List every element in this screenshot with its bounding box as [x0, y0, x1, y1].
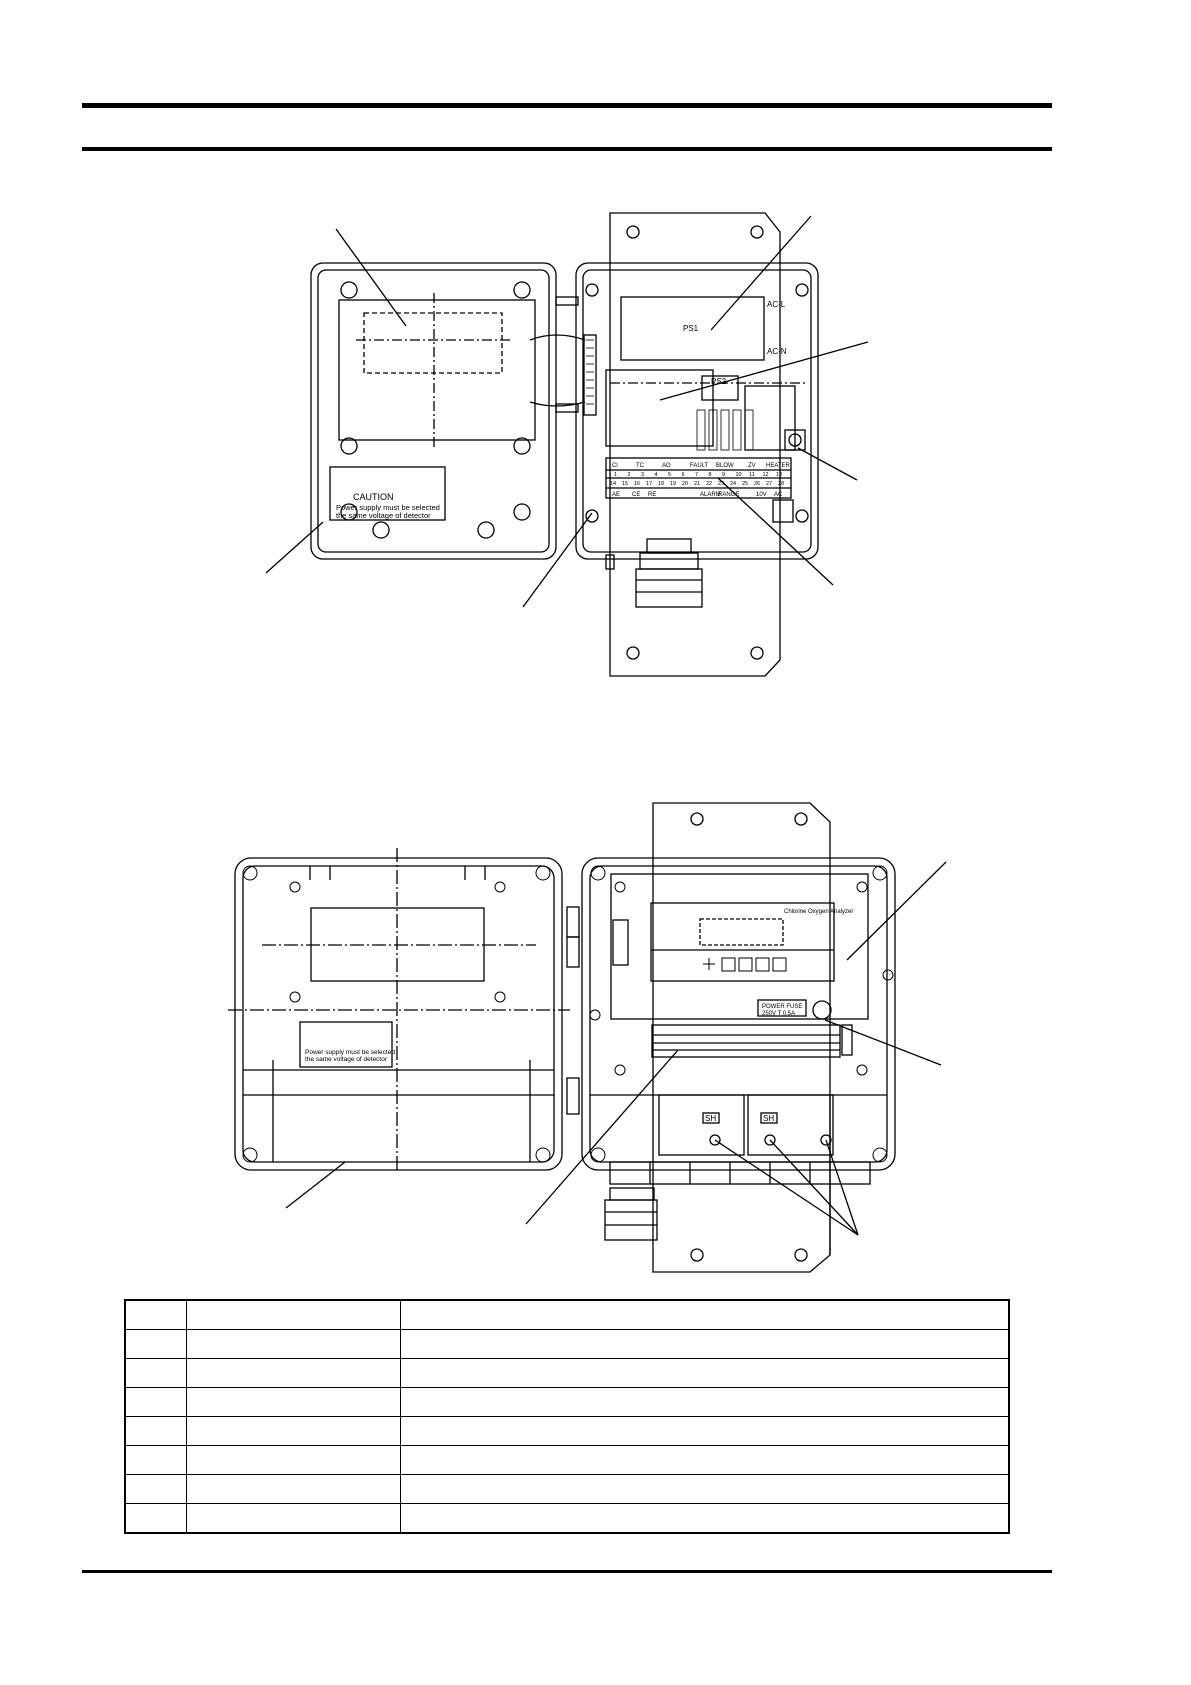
terminal-number: 20 [682, 481, 689, 487]
caution-text-1-b: Power supply must be selected [305, 1049, 395, 1056]
terminal-number: 21 [694, 481, 701, 487]
table-row [125, 1300, 1009, 1330]
terminal-label: 10V [756, 492, 767, 498]
terminal-number: 12 [762, 472, 769, 478]
ac-n-label: AC-N [767, 347, 787, 356]
terminal-number: 11 [749, 472, 755, 478]
sh-label-1: SH [705, 1114, 717, 1123]
terminal-label: CE [632, 492, 641, 498]
terminal-number: 22 [706, 481, 713, 487]
table-row [125, 1330, 1009, 1359]
terminal-number: 23 [718, 481, 725, 487]
table-row [125, 1446, 1009, 1475]
terminal-number: 8 [708, 472, 712, 478]
analyzer-title: Chlorine Oxygen Analyzer [784, 909, 854, 915]
terminal-label: RANGE [718, 492, 740, 498]
sh-label-2: SH [763, 1114, 775, 1123]
terminal-number: 27 [766, 481, 773, 487]
terminal-number: 16 [634, 481, 641, 487]
terminal-number: 18 [658, 481, 665, 487]
figure-enclosure-top [0, 0, 1191, 690]
terminal-number: 3 [641, 472, 645, 478]
terminal-label: AO [662, 463, 671, 469]
ps1-label: PS1 [683, 324, 699, 333]
terminal-number: 19 [670, 481, 677, 487]
figure-enclosure-bottom [0, 690, 1191, 1290]
terminal-number: 24 [730, 481, 737, 487]
caution-text-2: the same voltage of detector [336, 511, 431, 520]
terminal-number: 28 [778, 481, 785, 487]
terminal-label: HEATER [766, 463, 790, 469]
terminal-number: 7 [695, 472, 699, 478]
table-row [125, 1388, 1009, 1417]
fuse-rating-label: 250V T 0.5A [762, 1011, 796, 1017]
power-fuse-label: POWER FUSE [762, 1004, 803, 1010]
terminal-number: 9 [722, 472, 726, 478]
parts-table [124, 1299, 1010, 1534]
table-row [125, 1475, 1009, 1504]
terminal-number: 14 [610, 481, 617, 487]
terminal-number: 4 [654, 472, 658, 478]
table-row [125, 1417, 1009, 1446]
terminal-label: TC [636, 463, 644, 469]
footer-rule [82, 1570, 1052, 1573]
caution-title: CAUTION [353, 492, 394, 502]
table-row [125, 1359, 1009, 1388]
caution-text-1: Power supply must be selected [336, 503, 440, 512]
terminal-number: 26 [754, 481, 761, 487]
ps2-label: PS2 [711, 377, 727, 386]
terminal-number: 1 [614, 472, 618, 478]
terminal-label: BLOW [716, 463, 734, 469]
terminal-number: 13 [776, 472, 783, 478]
terminal-number: 6 [681, 472, 685, 478]
terminal-number: 17 [646, 481, 653, 487]
terminal-label: AC [774, 492, 783, 498]
terminal-label: ALARM [700, 492, 721, 498]
terminal-number: 5 [668, 472, 672, 478]
terminal-number: 15 [622, 481, 629, 487]
terminal-label: AE [612, 492, 621, 498]
terminal-number: 25 [742, 481, 749, 487]
ac-l-label: AC-L [767, 300, 786, 309]
terminal-number: 10 [735, 472, 742, 478]
terminal-label: ZV [748, 463, 756, 469]
terminal-number: 2 [627, 472, 631, 478]
terminal-label: RE [648, 492, 657, 498]
terminal-label: Cl [612, 463, 618, 469]
caution-text-2-b: the same voltage of detector [305, 1056, 388, 1063]
terminal-label: FAULT [690, 463, 709, 469]
table-row [125, 1504, 1009, 1534]
